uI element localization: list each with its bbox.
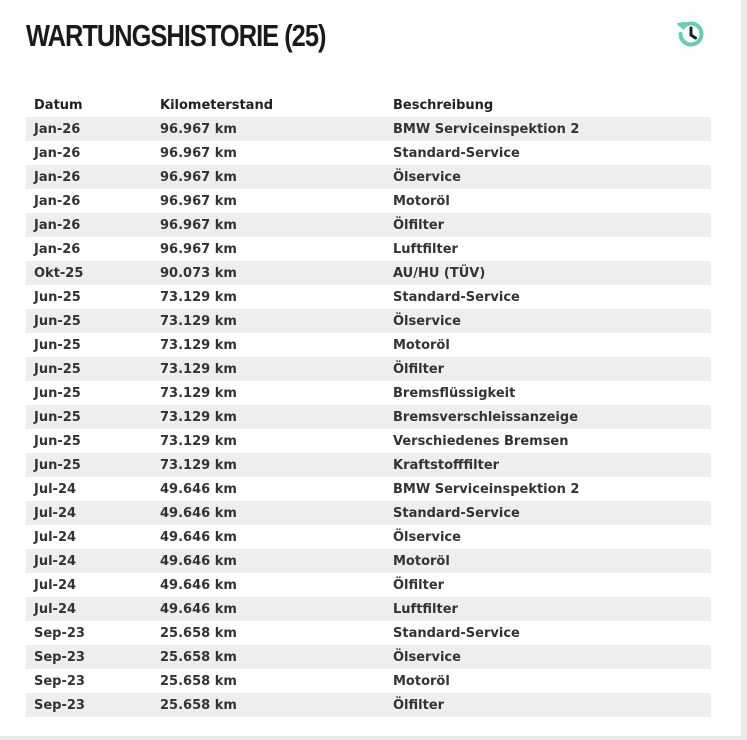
- table-row: [26, 597, 711, 621]
- mileage-cell: 73.129 km: [152, 333, 385, 357]
- description-cell: Motoröl: [385, 549, 711, 573]
- mileage-cell: 73.129 km: [152, 405, 385, 429]
- table-row: [26, 189, 711, 213]
- column-header-date: Datum: [34, 97, 83, 113]
- mileage-cell: 49.646 km: [152, 525, 385, 549]
- description-cell: Ölservice: [385, 645, 711, 669]
- table-row: [26, 117, 711, 141]
- mileage-cell: 25.658 km: [152, 693, 385, 717]
- description-cell: Ölfilter: [385, 693, 711, 717]
- table-row: [26, 693, 711, 717]
- description-cell: Bremsflüssigkeit: [385, 381, 711, 405]
- description-cell: BMW Serviceinspektion 2: [385, 117, 711, 141]
- date-cell: Jul-24: [26, 525, 152, 549]
- description-cell: Ölservice: [385, 525, 711, 549]
- description-cell: Kraftstofffilter: [385, 453, 711, 477]
- date-cell: Jun-25: [26, 357, 152, 381]
- mileage-cell: 49.646 km: [152, 501, 385, 525]
- mileage-cell: 73.129 km: [152, 429, 385, 453]
- description-cell: Motoröl: [385, 669, 711, 693]
- table-row: [26, 525, 711, 549]
- date-cell: Jan-26: [26, 141, 152, 165]
- mileage-cell: 25.658 km: [152, 621, 385, 645]
- date-cell: Jul-24: [26, 477, 152, 501]
- description-cell: Standard-Service: [385, 285, 711, 309]
- table-row: [26, 285, 711, 309]
- mileage-cell: 96.967 km: [152, 213, 385, 237]
- table-row: [26, 645, 711, 669]
- mileage-cell: 73.129 km: [152, 285, 385, 309]
- date-cell: Jul-24: [26, 597, 152, 621]
- mileage-cell: 49.646 km: [152, 597, 385, 621]
- page-title: WARTUNGSHISTORIE (25): [26, 18, 326, 53]
- date-cell: Jan-26: [26, 213, 152, 237]
- mileage-cell: 96.967 km: [152, 165, 385, 189]
- date-cell: Jun-25: [26, 381, 152, 405]
- date-cell: Jun-25: [26, 333, 152, 357]
- table-row: [26, 477, 711, 501]
- date-cell: Jan-26: [26, 189, 152, 213]
- description-cell: Motoröl: [385, 333, 711, 357]
- mileage-cell: 96.967 km: [152, 189, 385, 213]
- description-cell: Ölfilter: [385, 213, 711, 237]
- date-cell: Sep-23: [26, 669, 152, 693]
- mileage-cell: 73.129 km: [152, 381, 385, 405]
- table-row: [26, 621, 711, 645]
- date-cell: Sep-23: [26, 621, 152, 645]
- date-cell: Sep-23: [26, 645, 152, 669]
- description-cell: Ölfilter: [385, 357, 711, 381]
- description-cell: Bremsverschleissanzeige: [385, 405, 711, 429]
- table-row: [26, 261, 711, 285]
- history-icon[interactable]: [674, 17, 708, 51]
- date-cell: Okt-25: [26, 261, 152, 285]
- description-cell: BMW Serviceinspektion 2: [385, 477, 711, 501]
- table-row: [26, 429, 711, 453]
- table-row: [26, 549, 711, 573]
- date-cell: Jun-25: [26, 453, 152, 477]
- table-body: [26, 117, 711, 717]
- description-cell: Standard-Service: [385, 621, 711, 645]
- column-header-mileage: Kilometerstand: [160, 97, 274, 113]
- table-row: [26, 333, 711, 357]
- description-cell: Ölfilter: [385, 573, 711, 597]
- mileage-cell: 73.129 km: [152, 309, 385, 333]
- mileage-cell: 25.658 km: [152, 669, 385, 693]
- table-row: [26, 141, 711, 165]
- mileage-cell: 49.646 km: [152, 573, 385, 597]
- mileage-cell: 96.967 km: [152, 237, 385, 261]
- table-header-row: [26, 93, 711, 117]
- description-cell: Ölservice: [385, 165, 711, 189]
- mileage-cell: 90.073 km: [152, 261, 385, 285]
- description-cell: Ölservice: [385, 309, 711, 333]
- mileage-cell: 96.967 km: [152, 117, 385, 141]
- mileage-cell: 73.129 km: [152, 357, 385, 381]
- date-cell: Jul-24: [26, 549, 152, 573]
- mileage-cell: 25.658 km: [152, 645, 385, 669]
- date-cell: Jan-26: [26, 165, 152, 189]
- table-row: [26, 237, 711, 261]
- table-row: [26, 213, 711, 237]
- table-row: [26, 405, 711, 429]
- table-row: [26, 573, 711, 597]
- table-row: [26, 309, 711, 333]
- description-cell: Motoröl: [385, 189, 711, 213]
- table-row: [26, 381, 711, 405]
- date-cell: Jan-26: [26, 237, 152, 261]
- date-cell: Jun-25: [26, 309, 152, 333]
- date-cell: Jun-25: [26, 285, 152, 309]
- table-row: [26, 357, 711, 381]
- date-cell: Jul-24: [26, 501, 152, 525]
- description-cell: Luftfilter: [385, 237, 711, 261]
- table-row: [26, 501, 711, 525]
- description-cell: AU/HU (TÜV): [385, 261, 711, 285]
- table-row: [26, 165, 711, 189]
- mileage-cell: 96.967 km: [152, 141, 385, 165]
- description-cell: Verschiedenes Bremsen: [385, 429, 711, 453]
- maintenance-table: [26, 93, 711, 717]
- description-cell: Standard-Service: [385, 501, 711, 525]
- date-cell: Sep-23: [26, 693, 152, 717]
- date-cell: Jul-24: [26, 573, 152, 597]
- date-cell: Jun-25: [26, 429, 152, 453]
- table-row: [26, 669, 711, 693]
- date-cell: Jan-26: [26, 117, 152, 141]
- mileage-cell: 49.646 km: [152, 477, 385, 501]
- description-cell: Standard-Service: [385, 141, 711, 165]
- table-row: [26, 453, 711, 477]
- description-cell: Luftfilter: [385, 597, 711, 621]
- mileage-cell: 73.129 km: [152, 453, 385, 477]
- date-cell: Jun-25: [26, 405, 152, 429]
- mileage-cell: 49.646 km: [152, 549, 385, 573]
- column-header-description: Beschreibung: [393, 97, 494, 113]
